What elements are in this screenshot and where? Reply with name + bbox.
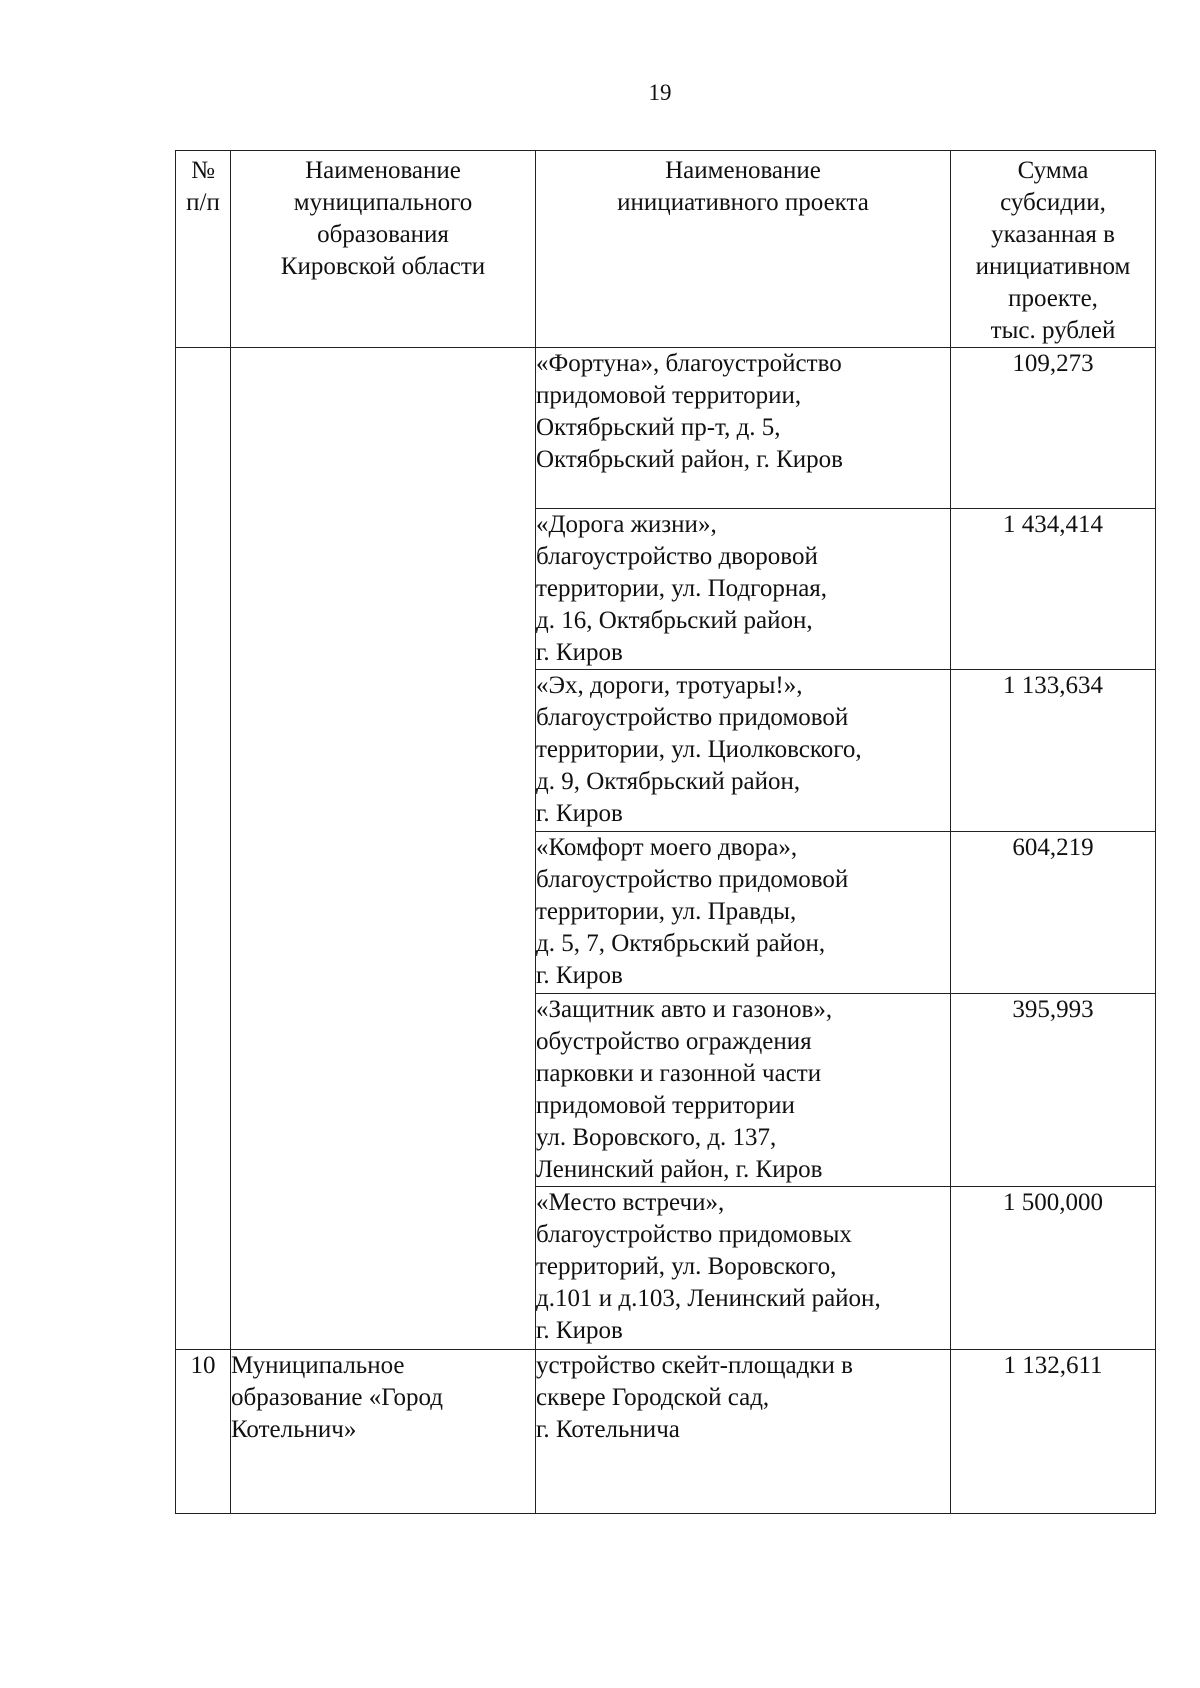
cell-amount: 1 500,000 (951, 1187, 1156, 1350)
cell-project: устройство скейт-площадки в сквере Городской сад, г. Котельнича (536, 1350, 951, 1514)
page-number: 19 (648, 80, 672, 105)
cell-amount: 1 132,611 (951, 1350, 1156, 1514)
cell-municipality: Муниципальное образование «Город Котельнич» (231, 1350, 536, 1514)
header-municipality: Наименование муниципального образования Кировской области (231, 151, 536, 348)
cell-amount: 1 434,414 (951, 509, 1156, 670)
cell-project: «Фортуна», благоустройство придомовой территории, Октябрьский пр-т, д. 5, Октябрьский район, г. Киров (536, 348, 951, 509)
cell-num: 10 (176, 1350, 231, 1514)
cell-amount: 109,273 (951, 348, 1156, 509)
cell-num-continued (176, 348, 231, 1350)
cell-project: «Эх, дороги, тротуары!», благоустройство придомовой территории, ул. Циолковского, д. 9, Октябрьский район, г. Киров (536, 670, 951, 832)
cell-municipality-continued (231, 348, 536, 1350)
header-project: Наименование инициативного проекта (536, 151, 951, 348)
cell-amount: 604,219 (951, 832, 1156, 994)
header-num: № п/п (176, 151, 231, 348)
cell-project: «Защитник авто и газонов», обустройство ограждения парковки и газонной части придомовой территории ул. Воровского, д. 137, Ленинский район, г. Киров (536, 994, 951, 1187)
cell-project: «Комфорт моего двора», благоустройство придомовой территории, ул. Правды, д. 5, 7, Октябрьский район, г. Киров (536, 832, 951, 994)
table-row (176, 1350, 1156, 1514)
cell-project: «Дорога жизни», благоустройство дворовой территории, ул. Подгорная, д. 16, Октябрьский район, г. Киров (536, 509, 951, 670)
table-row (176, 348, 1156, 509)
cell-amount: 395,993 (951, 994, 1156, 1187)
table-header-row (176, 151, 1156, 348)
cell-project: «Место встречи», благоустройство придомовых территорий, ул. Воровского, д.101 и д.103, Ленинский район, г. Киров (536, 1187, 951, 1350)
cell-amount: 1 133,634 (951, 670, 1156, 832)
subsidy-table (175, 150, 1156, 1514)
header-amount: Сумма субсидии, указанная в инициативном проекте, тыс. рублей (951, 151, 1156, 348)
